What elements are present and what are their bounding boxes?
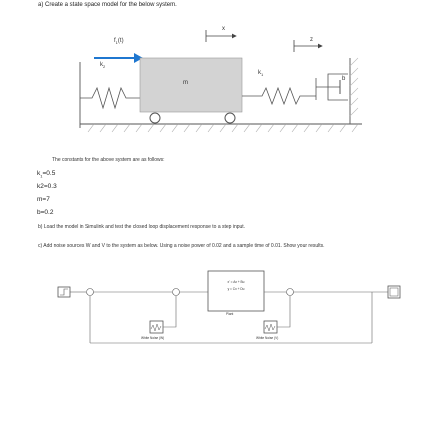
noise-w-label: White Noise (W): [141, 336, 165, 340]
question-b: b) Load the model in Simulink and test the closed loop displacement response to a step input.: [38, 224, 246, 230]
mass-label: m: [183, 80, 188, 86]
line-noise-w: [163, 296, 176, 327]
force-label: $f_1(t)$: [114, 38, 124, 46]
wheel-right: [225, 113, 235, 123]
ground-hatch: [88, 124, 358, 132]
right-wall-hatch: [350, 58, 358, 116]
constants-caption: The constants for the above system are as follows:: [52, 157, 165, 163]
constant-k2: k2=0.3: [37, 183, 57, 190]
plant-eq-2: y = Cx + Du: [227, 287, 245, 291]
line-noise-v: [277, 296, 290, 327]
mass-spring-damper-figure: [0, 0, 442, 180]
noise-v-label: White Noise (V): [256, 336, 279, 340]
spring-k2-label: $k_2$: [100, 62, 106, 70]
plant-eq-1: x' = Ax + Bu: [227, 280, 245, 284]
mass-block: [140, 58, 242, 112]
spring-k1-label: $k_1$: [258, 70, 264, 78]
spring-k1: [242, 88, 316, 104]
plant-label: Plant: [226, 312, 234, 316]
z-label: z: [310, 37, 313, 43]
sum-block-1: [87, 289, 94, 296]
constant-k1: $k_1=0.5$: [37, 170, 56, 179]
wheel-left: [150, 113, 160, 123]
sum-block-2: [173, 289, 180, 296]
constant-b: b=0.2: [37, 209, 54, 216]
sum-block-3: [287, 289, 294, 296]
x-label: x: [222, 26, 225, 32]
question-a: a) Create a state space model for the below system.: [38, 2, 177, 8]
plant-block: [208, 271, 264, 311]
spring-k2: [80, 88, 140, 108]
constant-m: m=7: [37, 196, 50, 203]
question-c: c) Add noise sources W and V to the system as below. Using a noise power of 0.02 and a sample time of 0.01. Show your results.: [38, 243, 325, 249]
damper-label: b: [342, 76, 346, 82]
